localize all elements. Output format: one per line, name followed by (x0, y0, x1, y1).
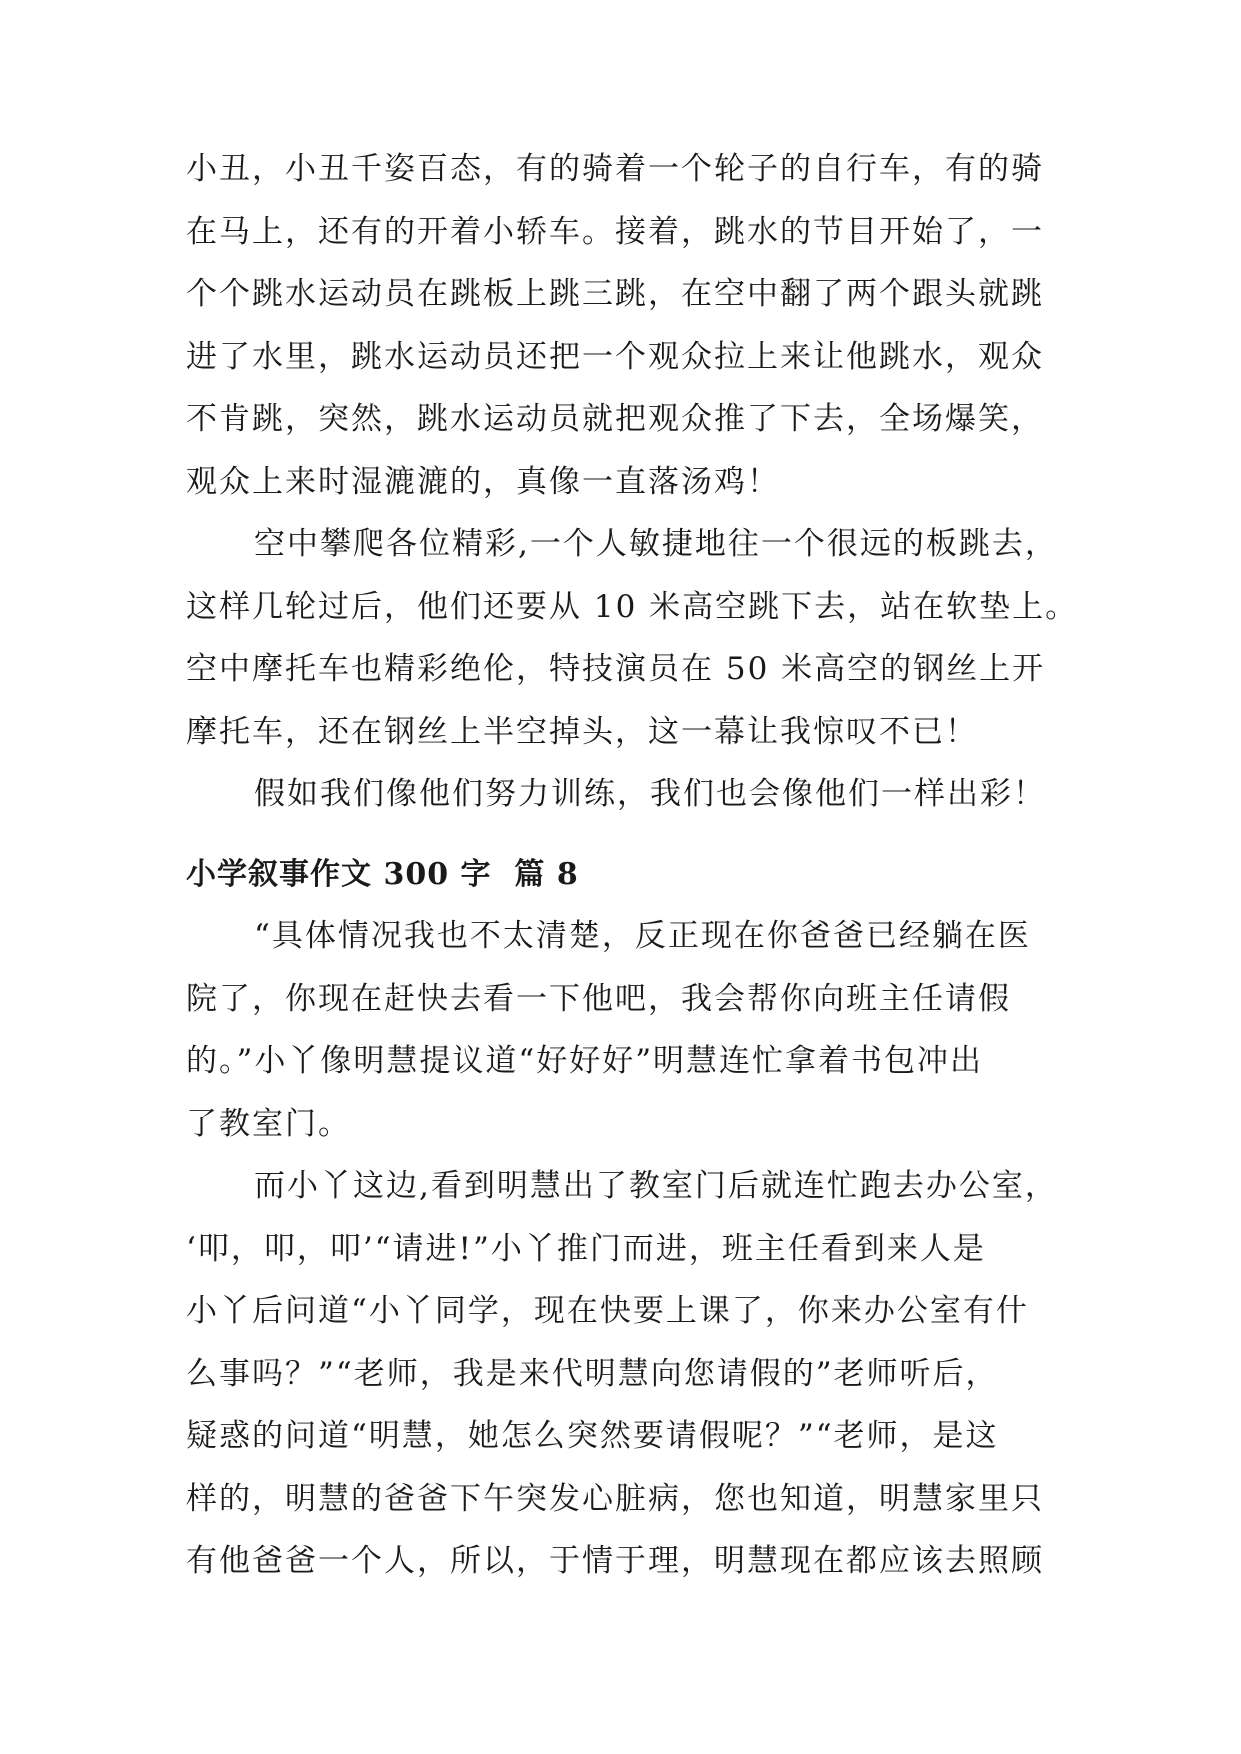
text-line: 个个跳水运动员在跳板上跳三跳，在空中翻了两个跟头就跳 (186, 276, 1044, 312)
text-line: 进了水里，跳水运动员还把一个观众拉上来让他跳水，观众 (186, 338, 1044, 375)
text-line: 这样几轮过后，他们还要从 10 米高空跳下去，站在软垫上。 (186, 588, 1079, 625)
text-line: 么事吗？”“老师，我是来代明慧向您请假的”老师听后， (186, 1355, 999, 1392)
text-line: 了教室门。 (186, 1105, 351, 1142)
text-line: 而小丫这边,看到明慧出了教室门后就连忙跑去办公室， (254, 1168, 1058, 1204)
text-line: 空中攀爬各位精彩,一个人敏捷地往一个很远的板跳去， (254, 526, 1058, 562)
text-line: 的。”小丫像明慧提议道“好好好”明慧连忙拿着书包冲出 (186, 1043, 984, 1079)
text-line: 假如我们像他们努力训练，我们也会像他们一样出彩！ (254, 776, 1046, 812)
paragraph-2 (186, 513, 1079, 763)
text-line: 小丫后问道“小丫同学，现在快要上课了，你来办公室有什 (186, 1293, 1029, 1329)
paragraph-3 (186, 763, 1066, 826)
text-line: ‘叩，叩，叩’“请进!”小丫推门而进，班主任看到来人是 (186, 1230, 986, 1267)
text-line: 不肯跳，突然，跳水运动员就把观众推了下去，全场爆笑， (186, 401, 1044, 437)
text-line: 院了，你现在赶快去看一下他吧，我会帮你向班主任请假 (186, 980, 1011, 1017)
text-line: “具体情况我也不太清楚，反正现在你爸爸已经躺在医 (254, 918, 1031, 954)
paragraph-5 (186, 1155, 1066, 1593)
text-line: 疑惑的问道“明慧，她怎么突然要请假呢？”“老师，是这 (186, 1418, 999, 1454)
text-line: 在马上，还有的开着小轿车。接着，跳水的节目开始了，一 (186, 213, 1044, 250)
text-line: 小丑，小丑千姿百态，有的骑着一个轮子的自行车，有的骑 (186, 151, 1044, 187)
text-line: 摩托车，还在钢丝上半空掉头，这一幕让我惊叹不已！ (186, 713, 978, 750)
text-line: 样的，明慧的爸爸下午突发心脏病，您也知道，明慧家里只 (186, 1480, 1044, 1517)
paragraph-1 (186, 138, 1066, 513)
text-line: 观众上来时湿漉漉的，真像一直落汤鸡！ (186, 463, 780, 500)
section-heading: 小学叙事作文 300 字 篇 8 (186, 857, 579, 892)
text-line: 有他爸爸一个人，所以，于情于理，明慧现在都应该去照顾 (186, 1543, 1044, 1579)
story-section-2 (186, 905, 1066, 1593)
story-section-1 (186, 138, 1079, 826)
story-section-2-header (186, 845, 1066, 905)
text-line: 空中摩托车也精彩绝伦，特技演员在 50 米高空的钢丝上开 (186, 651, 1046, 687)
paragraph-4 (186, 905, 1066, 1155)
